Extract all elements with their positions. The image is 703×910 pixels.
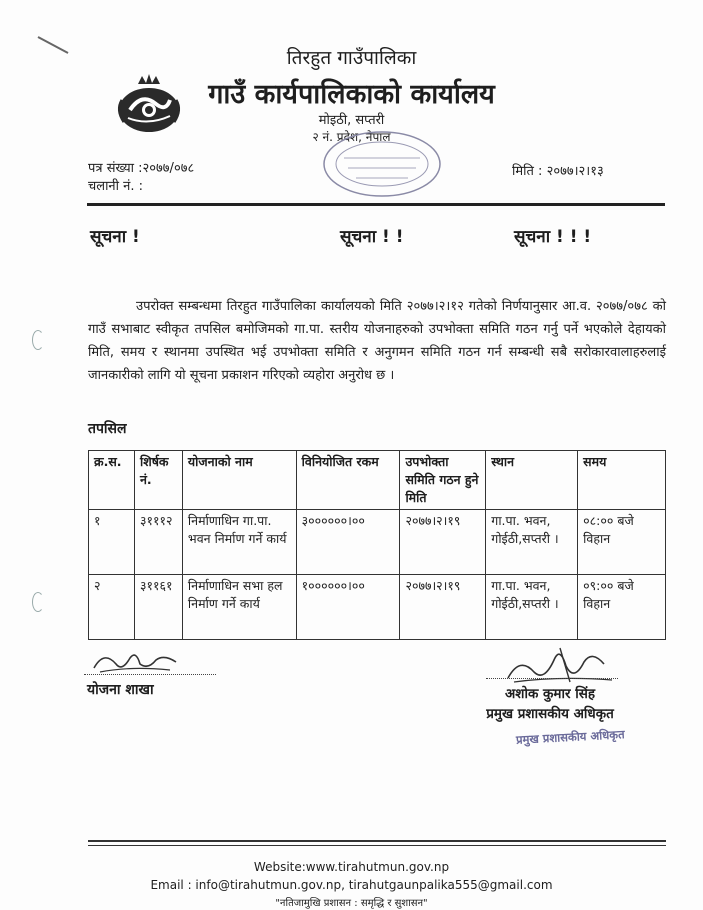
header-committee-date: उपभोक्ता समिति गठन हुने मिति bbox=[400, 451, 486, 510]
footer-email: Email : info@tirahutmun.gov.np, tirahutgaunpalika555@gmail.com bbox=[150, 878, 553, 892]
head-number-cell: ३११६१ bbox=[134, 575, 182, 640]
dispatch-number-label: चलानी नं. : bbox=[88, 179, 144, 194]
officer-title: प्रमुख प्रशासकीय अधिकृत bbox=[486, 706, 614, 722]
officer-title-stamp: प्रमुख प्रशासकीय अधिकृत bbox=[515, 727, 625, 747]
municipality-name: तिरहुत गाउँपालिका bbox=[286, 47, 417, 69]
office-name: गाउँ कार्यपालिकाको कार्यालय bbox=[208, 79, 495, 110]
header-divider bbox=[87, 203, 665, 206]
serial-cell: २ bbox=[89, 575, 135, 640]
committee-date-cell: २०७७।२।१९ bbox=[400, 575, 486, 640]
date-value: २०७७।२।१३ bbox=[546, 164, 604, 179]
header-project-name: योजनाको नाम bbox=[182, 451, 296, 510]
table-header-row bbox=[89, 451, 666, 510]
time-cell: ०९:०० बजे विहान bbox=[578, 575, 666, 640]
schedule-title: तपसिल bbox=[88, 421, 127, 437]
notice-body: उपरोक्त सम्बन्धमा तिरहुत गाउँपालिका कार्यालयको मिति २०७७।२।१२ गतेको निर्णयानुसार आ.व. २०७७/०७८ को गाउँ सभाबाट स्वीकृत तपसिल बमोजिमको गा.पा. स्तरीय योजनाहरुको उपभोक्ता समिति गठन गर्नु पर्ने भएकोले देहायको मिति, समय र स्थानमा उपस्थित भई उपभोक्ता समिति र अनुगमन समिति गठन गर्न सम्बन्धी सबै सरोकारवालाहरुलाई जानकारीको लागि यो सूचना प्रकाशन गरिएको व्यहोरा अनुरोध छ । bbox=[88, 299, 666, 383]
address-line-2: २ नं. प्रदेश, नेपाल bbox=[312, 130, 391, 144]
office-seal-stamp bbox=[320, 128, 444, 200]
header-head-number: शिर्षक नं. bbox=[134, 451, 182, 510]
punch-hole bbox=[32, 330, 44, 350]
officer-name: अशोक कुमार सिंह bbox=[504, 686, 595, 702]
address-line-1: मोइठी, सप्तरी bbox=[318, 113, 385, 128]
left-signature bbox=[90, 646, 186, 676]
footer-website: Website:www.tirahutmun.gov.np bbox=[253, 860, 450, 874]
left-signature-line bbox=[84, 674, 216, 675]
header-venue: स्थान bbox=[486, 451, 578, 510]
venue-cell: गा.पा. भवन, गोईठी,सप्तरी । bbox=[486, 575, 578, 640]
table-row bbox=[89, 575, 666, 640]
committee-date-cell: २०७७।२।१९ bbox=[400, 510, 486, 575]
header-allocated-amount: विनियोजित रकम bbox=[296, 451, 400, 510]
table-row bbox=[89, 510, 666, 575]
serial-cell: १ bbox=[89, 510, 135, 575]
notice-heading-3: सूचना ! ! ! bbox=[514, 227, 592, 247]
footer-divider bbox=[88, 840, 666, 842]
head-number-cell: ३१११२ bbox=[134, 510, 182, 575]
right-signature-line bbox=[486, 678, 618, 679]
header-time: समय bbox=[578, 451, 666, 510]
venue-cell: गा.पा. भवन, गोईठी,सप्तरी । bbox=[486, 510, 578, 575]
letter-number-value: :२०७७/०७८ bbox=[138, 161, 195, 176]
notice-heading-1: सूचना ! bbox=[90, 227, 140, 247]
amount-cell: ३००००००।०० bbox=[296, 510, 400, 575]
project-name-cell: निर्माणाधिन गा.पा. भवन निर्माण गर्ने कार्य bbox=[182, 510, 296, 575]
time-cell: ०८:०० बजे विहान bbox=[578, 510, 666, 575]
punch-hole bbox=[32, 592, 44, 612]
date-label: मिति : bbox=[512, 164, 543, 179]
header-serial: क्र.स. bbox=[89, 451, 135, 510]
right-signature bbox=[500, 642, 620, 688]
schedule-table bbox=[88, 450, 666, 640]
letter-number bbox=[88, 158, 194, 176]
project-name-cell: निर्माणाधिन सभा हल निर्माण गर्ने कार्य bbox=[182, 575, 296, 640]
amount-cell: १००००००।०० bbox=[296, 575, 400, 640]
letter-number-label: पत्र संख्या bbox=[88, 161, 134, 176]
notice-heading-2: सूचना ! ! bbox=[340, 227, 404, 247]
date bbox=[512, 161, 604, 179]
footer-divider-thin bbox=[88, 845, 666, 846]
footer-slogan: "नतिजामुखि प्रशासन : समृद्धि र सुशासन" bbox=[275, 898, 428, 909]
planning-section-label: योजना शाखा bbox=[87, 682, 154, 698]
